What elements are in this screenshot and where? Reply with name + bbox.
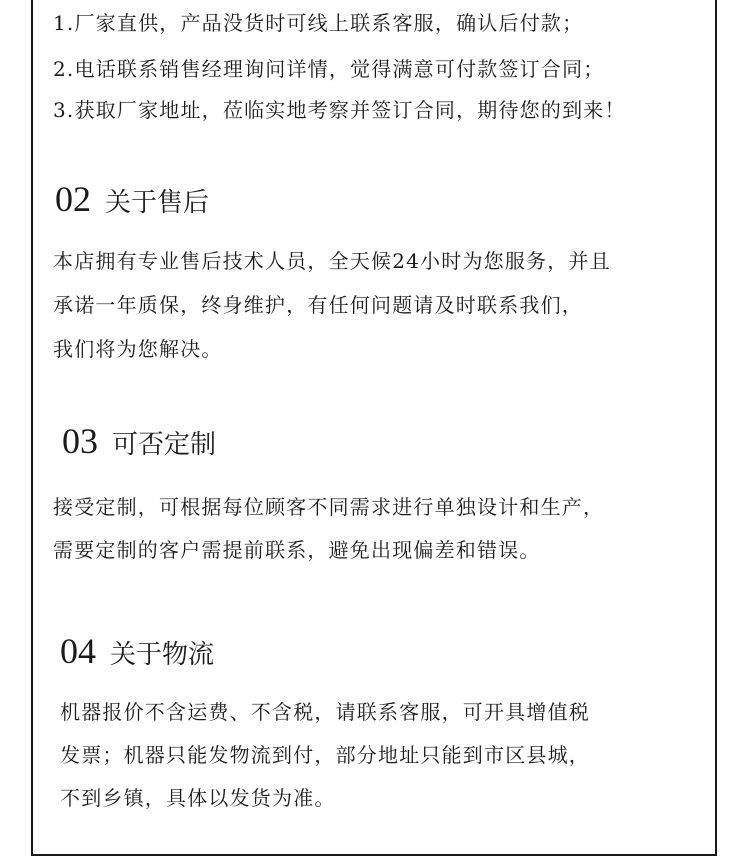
- section-title: 关于售后: [105, 188, 210, 218]
- section-number: 03: [62, 421, 98, 461]
- logistics-line-3: 不到乡镇，具体以发货为准。: [60, 786, 336, 810]
- intro-line-3: 3.获取厂家地址，莅临实地考察并签订合同，期待您的到来！: [53, 98, 626, 122]
- section-heading-customization: [62, 420, 216, 462]
- customization-line-2: 需要定制的客户需提前联系，避免出现偏差和错误。: [53, 538, 541, 562]
- section-title: 可否定制: [112, 430, 217, 460]
- aftersales-line-3: 我们将为您解决。: [53, 337, 223, 361]
- section-heading-aftersales: [55, 178, 209, 220]
- section-title: 关于物流: [110, 640, 215, 670]
- intro-line-1: 1.厂家直供，产品没货时可线上联系客服，确认后付款；: [53, 11, 584, 35]
- logistics-line-1: 机器报价不含运费、不含税，请联系客服，可开具增值税: [60, 700, 590, 724]
- section-number: 02: [55, 179, 91, 219]
- intro-line-2: 2.电话联系销售经理询问详情，觉得满意可付款签订合同；: [53, 57, 605, 81]
- customization-line-1: 接受定制，可根据每位顾客不同需求进行单独设计和生产，: [53, 495, 605, 519]
- aftersales-line-1: 本店拥有专业售后技术人员，全天候24小时为您服务，并且: [53, 249, 611, 273]
- logistics-line-2: 发票；机器只能发物流到付，部分地址只能到市区县城，: [60, 743, 590, 767]
- section-number: 04: [60, 631, 96, 671]
- section-heading-logistics: [60, 630, 214, 672]
- aftersales-line-2: 承诺一年质保，终身维护，有任何问题请及时联系我们，: [53, 293, 583, 317]
